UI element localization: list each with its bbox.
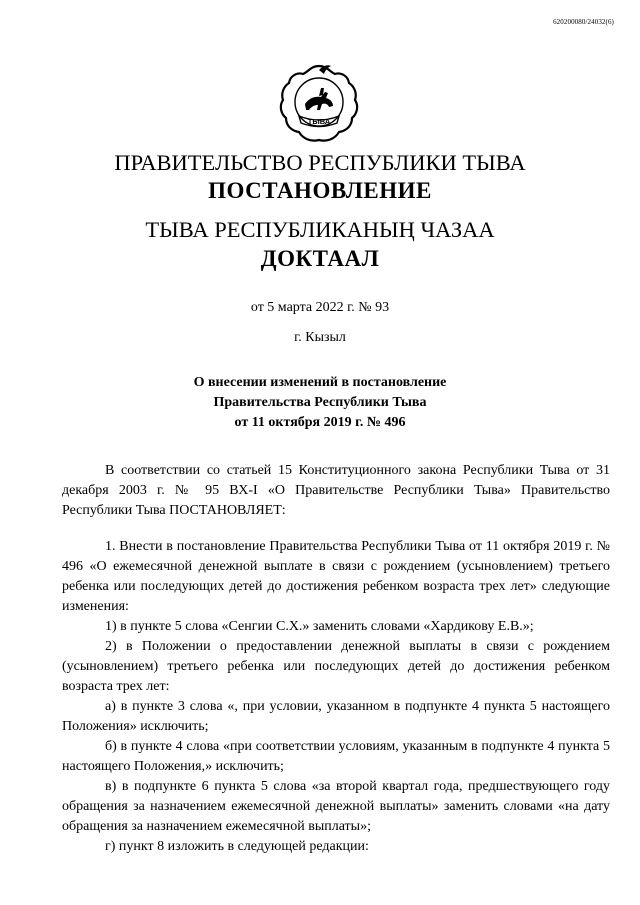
- body-paragraph: 1. Внести в постановление Правительства Республики Тыва от 11 октября 2019 г. № 496 «О ежемесячной денежной выплате в связи с рождением (усыновлением) третьего ребенка или последующих детей до достижения ребенком возраста трех лет» следующие изменения:: [62, 539, 610, 614]
- government-title: ПРАВИТЕЛЬСТВО РЕСПУБЛИКИ ТЫВА: [114, 150, 526, 175]
- document-number: 620200080/24032(6): [553, 18, 614, 26]
- document-type-tyva: ДОКТААЛ: [260, 246, 380, 271]
- subject-line: Правительства Республики Тыва: [213, 395, 427, 410]
- city-line: г. Кызыл: [294, 330, 346, 345]
- body-paragraph: б) в пункте 4 слова «при соответствии условиям, указанным в подпункте 4 пункта 5 настоящего Положения,» исключить;: [62, 739, 610, 774]
- body-paragraph: 2) в Положении о предоставлении денежной выплаты в связи с рождением (усыновлением) третьего ребенка или последующих детей до достижения ребенком возраста трех лет:: [62, 639, 610, 694]
- government-title-tyva: ТЫВА РЕСПУБЛИКАНЫҢ ЧАЗАА: [145, 217, 495, 242]
- body-paragraph: в) в подпункте 6 пункта 5 слова «за второй квартал года, предшествующего году обращения за назначением ежемесячной денежной выплаты» заменить словами «на дату обращения за назначением ежемесячной выплаты»;: [62, 779, 610, 834]
- date-line: от 5 марта 2022 г. № 93: [250, 300, 390, 315]
- body-paragraph: 1) в пункте 5 слова «Сенгии С.Х.» заменить словами «Хардикову Е.В.»;: [105, 619, 534, 634]
- preamble-paragraph: В соответствии со статьей 15 Конституционного закона Республики Тыва от 31 декабря 2003 г. № 95 ВХ-I «О Правительстве Республики Тыва» Правительство Республики Тыва ПОСТАНОВЛЯЕТ:: [62, 463, 610, 518]
- subject-line: О внесении изменений в постановление: [193, 375, 447, 390]
- document-subject: [0, 373, 640, 433]
- tyva-coat-of-arms-icon: [275, 60, 363, 148]
- emblem-label: ТЫВА: [307, 117, 331, 126]
- subject-line: от 11 октября 2019 г. № 496: [234, 415, 406, 430]
- document-body: [62, 461, 610, 857]
- body-paragraph: а) в пункте 3 слова «, при условии, указанном в подпункте 4 пункта 5 настоящего Положения» исключить;: [62, 699, 610, 734]
- body-paragraph: г) пункт 8 изложить в следующей редакции:: [105, 839, 369, 854]
- document-type: ПОСТАНОВЛЕНИЕ: [208, 178, 432, 203]
